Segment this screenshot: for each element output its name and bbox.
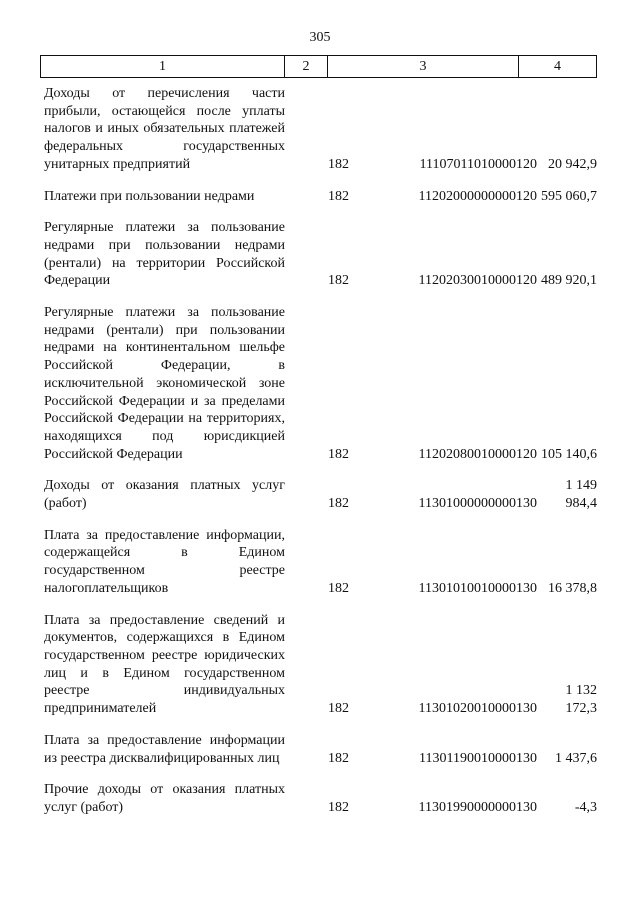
row-classification-code: 11301990000000130 [418, 799, 537, 815]
row-classification-code: 11202030010000120 [418, 273, 537, 289]
row-amount: 1 132 172,3 [565, 683, 597, 717]
row-classification-code: 11202000000000120 [418, 188, 537, 204]
row-description: Прочие доходы от оказания платных услуг (работ) [44, 782, 285, 815]
row-description: Платежи при пользовании недрами [44, 188, 255, 204]
row-classification-code: 11301020010000130 [418, 701, 537, 717]
table-row [44, 781, 597, 816]
row-admin-code: 182 [328, 496, 349, 512]
table-row [44, 219, 597, 290]
row-description: Доходы от оказания платных услуг (работ) [44, 478, 285, 512]
row-description: Плата за предоставление информации из реестра дисквалифицированных лиц [44, 732, 285, 766]
row-admin-code: 182 [328, 799, 349, 815]
row-amount: 20 942,9 [548, 156, 597, 172]
row-classification-code: 11301000000000130 [418, 496, 537, 512]
table-row [44, 527, 597, 598]
row-classification-code: 11301190010000130 [419, 750, 537, 766]
row-description: Регулярные платежи за пользование недрами (рентали) при пользовании недрами на континентальном шельфе Российской Федерации, в исключительной экономической зоне Российской Федерации и за пределами Российской Федерации на территориях, находящихся под юрисдикцией Российской Федерации [44, 305, 285, 462]
page-number: 305 [309, 30, 331, 45]
row-amount: 105 140,6 [541, 446, 597, 462]
row-description: Плата за предоставление сведений и документов, содержащихся в Едином государственном реестре юридических лиц и в Едином государственном реестре индивидуальных предпринимателей [44, 612, 285, 717]
row-amount: 595 060,7 [541, 188, 597, 204]
row-classification-code: 11301010010000130 [418, 580, 537, 596]
table-body [44, 85, 597, 831]
row-admin-code: 182 [328, 188, 349, 204]
header-col-2: 2 [285, 56, 328, 78]
row-classification-code: 11107011010000120 [419, 156, 537, 172]
header-col-4: 4 [519, 56, 597, 78]
row-admin-code: 182 [328, 580, 349, 596]
table-row [44, 304, 597, 463]
header-col-3: 3 [328, 56, 519, 78]
row-admin-code: 182 [328, 701, 349, 717]
row-description: Регулярные платежи за пользование недрами при пользовании недрами (рентали) на территории Российской Федерации [44, 220, 285, 289]
row-amount: -4,3 [574, 799, 597, 815]
row-description: Плата за предоставление информации, содержащейся в Едином государственном реестре налогоплательщиков [44, 527, 285, 596]
table-row [44, 188, 597, 206]
row-classification-code: 11202080010000120 [418, 446, 537, 462]
row-admin-code: 182 [328, 156, 349, 172]
table-row [44, 612, 597, 718]
row-description: Доходы от перечисления части прибыли, остающейся после уплаты налогов и иных обязательных платежей федеральных государственных унитарных предприятий [44, 86, 285, 172]
row-admin-code: 182 [328, 750, 349, 766]
row-amount: 1 437,6 [555, 750, 597, 766]
table-row [44, 85, 597, 174]
row-admin-code: 182 [328, 273, 349, 289]
row-amount: 16 378,8 [548, 580, 597, 596]
table-row [44, 477, 597, 512]
row-admin-code: 182 [328, 446, 349, 462]
table-row [44, 732, 597, 767]
row-amount: 489 920,1 [541, 273, 597, 289]
row-amount: 1 149 984,4 [565, 478, 597, 512]
table-header [40, 55, 597, 78]
header-col-1: 1 [41, 56, 285, 78]
